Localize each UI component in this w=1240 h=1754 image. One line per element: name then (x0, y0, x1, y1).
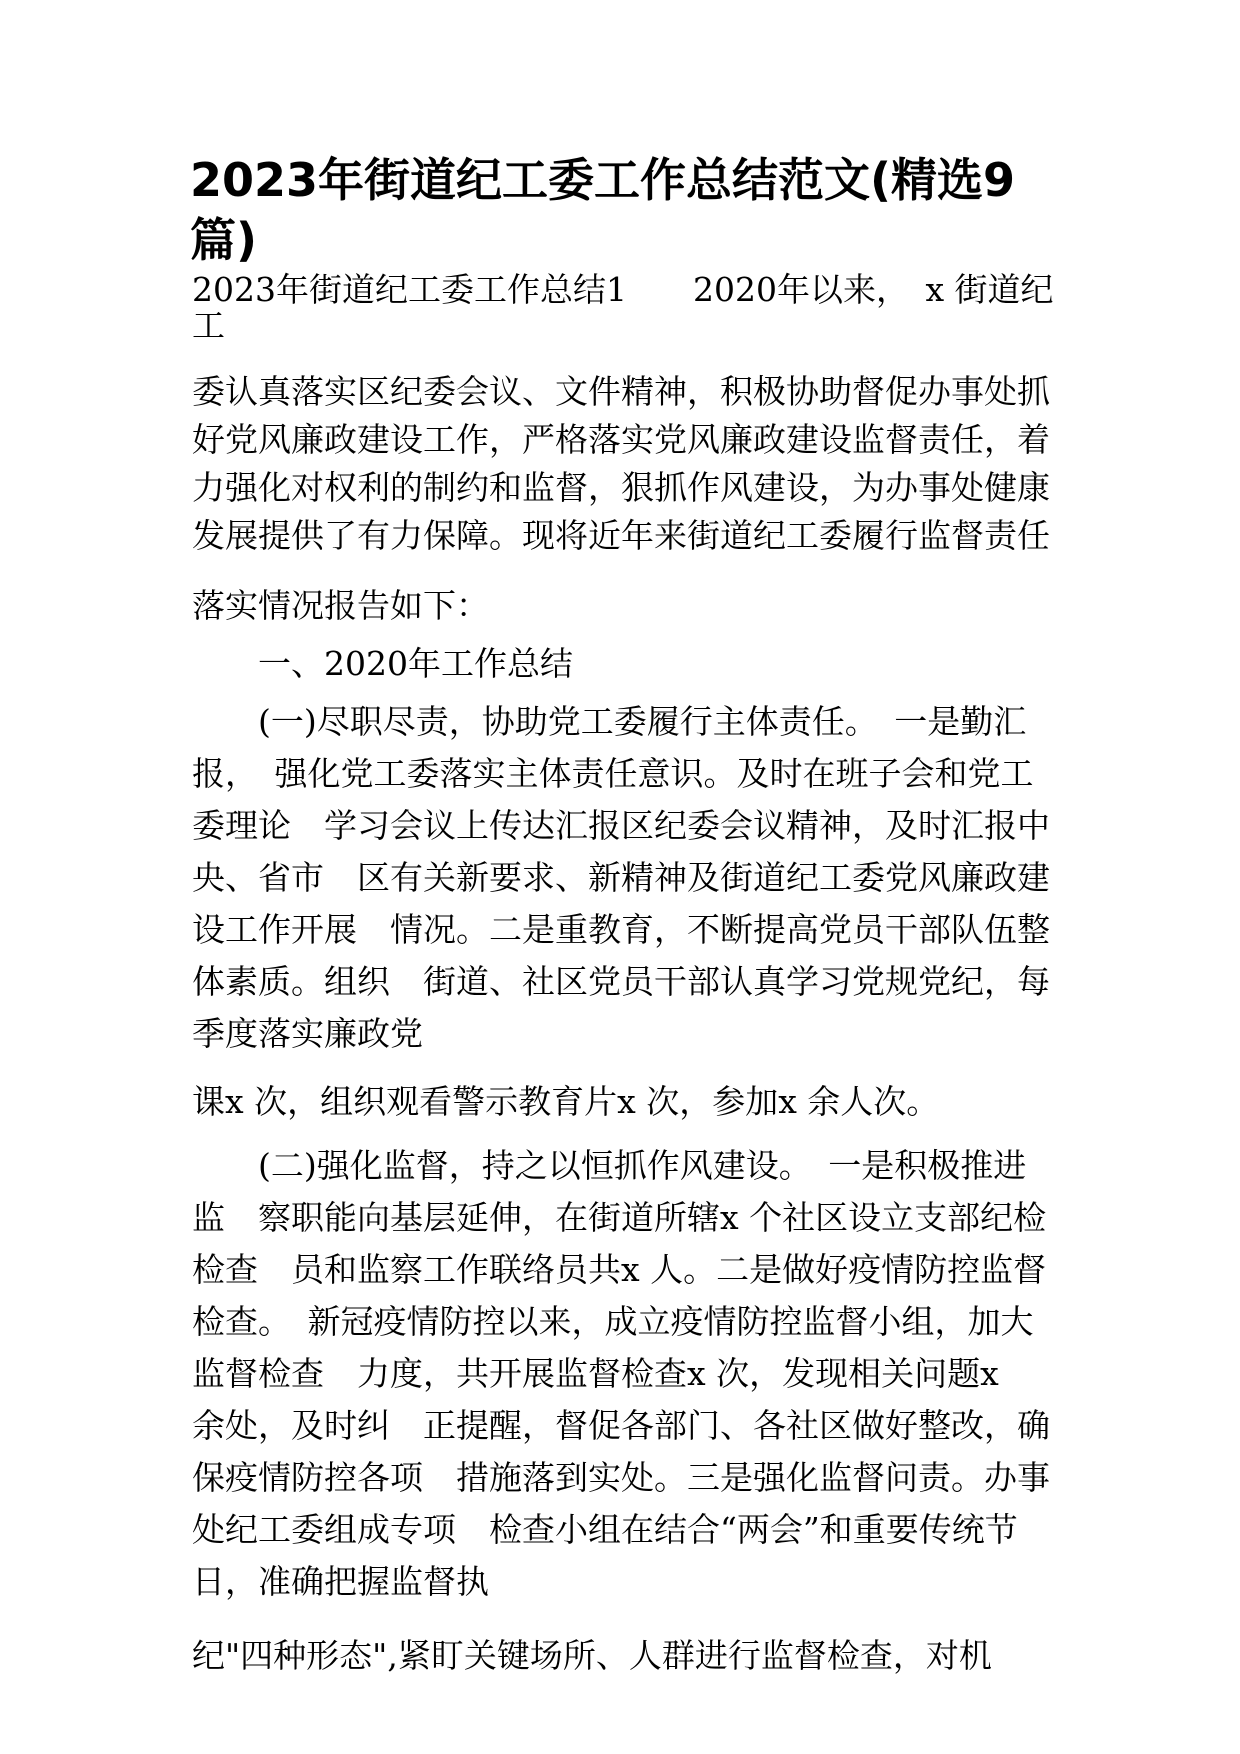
body-line: 央、省市 区有关新要求、新精神及街道纪工委党风廉政建 (192, 858, 1050, 897)
body-line: 检查。 新冠疫情防控以来，成立疫情防控监督小组，加大 (192, 1302, 1034, 1341)
body-line: 2023年街道纪工委工作总结1 2020年以来， x 街道纪 (192, 270, 1054, 309)
body-line: 好党风廉政建设工作，严格落实党风廉政建设监督责任，着 (192, 420, 1050, 459)
body-line: 季度落实廉政党 (192, 1014, 423, 1053)
body-line: (二)强化监督，持之以恒抓作风建设。 一是积极推进 (192, 1146, 1027, 1185)
body-line: 处纪工委组成专项 检查小组在结合“两会”和重要传统节 (192, 1510, 1018, 1549)
body-line: 监督检查 力度，共开展监督检查x 次，发现相关问题x (192, 1354, 999, 1393)
body-line: 日，准确把握监督执 (192, 1562, 489, 1601)
body-line: 力强化对权利的制约和监督，狠抓作风建设，为办事处健康 (192, 468, 1050, 507)
body-line: 设工作开展 情况。二是重教育，不断提高党员干部队伍整 (192, 910, 1050, 949)
body-line: (一)尽职尽责，协助党工委履行主体责任。 一是勤汇 (192, 702, 1027, 741)
body-line: 体素质。组织 街道、社区党员干部认真学习党规党纪，每 (192, 962, 1050, 1001)
body-line: 课x 次，组织观看警示教育片x 次，参加x 余人次。 (192, 1082, 940, 1121)
title-line-1: 2023年街道纪工委工作总结范文(精选9 (190, 153, 1016, 207)
body-line: 保疫情防控各项 措施落到实处。三是强化监督问责。办事 (192, 1458, 1050, 1497)
body-line: 报， 强化党工委落实主体责任意识。及时在班子会和党工 (192, 754, 1034, 793)
body-line: 委理论 学习会议上传达汇报区纪委会议精神，及时汇报中 (192, 806, 1050, 845)
title-line-2: 篇) (190, 213, 258, 267)
body-line: 余处，及时纠 正提醒，督促各部门、各社区做好整改，确 (192, 1406, 1050, 1445)
body-line: 落实情况报告如下： (192, 586, 489, 625)
document-title (190, 150, 1070, 270)
body-line: 检查 员和监察工作联络员共x 人。二是做好疫情防控监督 (192, 1250, 1047, 1289)
body-line: 纪"四种形态",紧盯关键场所、人群进行监督检查，对机 (192, 1636, 992, 1675)
body-line: 监 察职能向基层延伸，在街道所辖x 个社区设立支部纪检 (192, 1198, 1047, 1237)
body-line: 发展提供了有力保障。现将近年来街道纪工委履行监督责任 (192, 516, 1050, 555)
body-line: 委认真落实区纪委会议、文件精神，积极协助督促办事处抓 (192, 372, 1050, 411)
section-heading: 一、2020年工作总结 (192, 644, 573, 683)
body-line: 工 (192, 306, 225, 345)
